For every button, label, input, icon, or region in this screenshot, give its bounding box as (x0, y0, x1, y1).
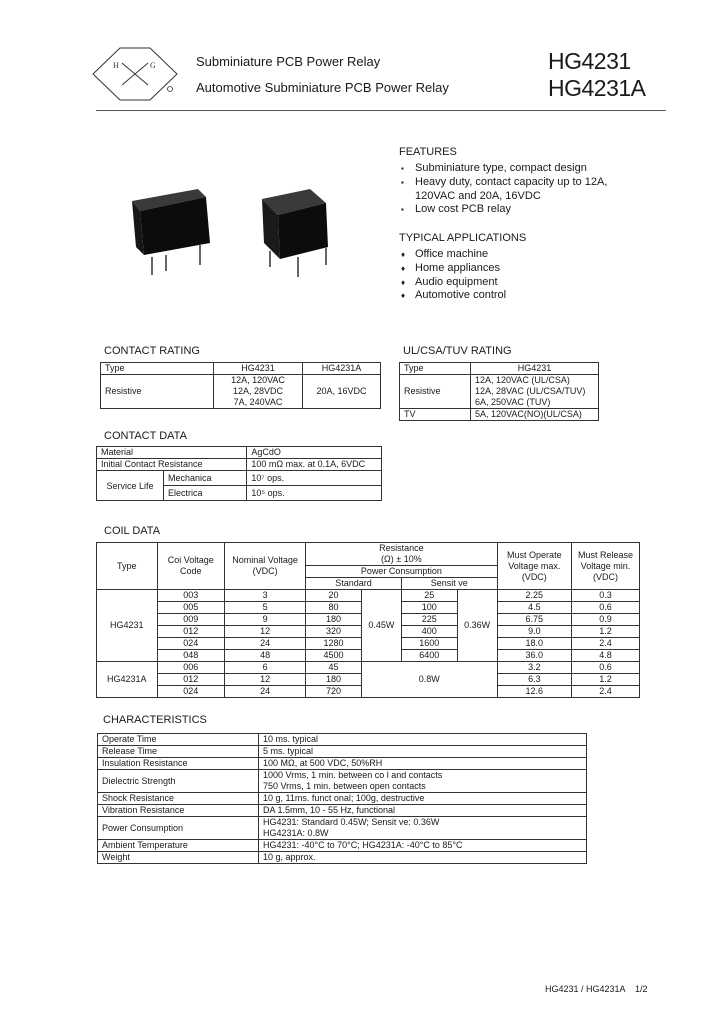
list-item: ♦ Audio equipment (399, 276, 609, 290)
table-cell: 6.75 (497, 614, 571, 626)
table-cell: 100 MΩ, at 500 VDC, 50%RH (259, 758, 587, 770)
table-cell: Vibration Resistance (98, 805, 259, 817)
table-cell: 4.8 (572, 650, 640, 662)
list-item: ♦ Home appliances (399, 262, 609, 276)
table-cell: 10 ms. typical (259, 734, 587, 746)
header-line: Must Operate (507, 549, 562, 560)
contact-data-heading: CONTACT DATA (104, 430, 187, 442)
table-cell: 0.36W (457, 590, 497, 662)
features-heading: FEATURES (399, 146, 457, 158)
rating-line: 7A, 240VAC (233, 397, 283, 407)
table-row (98, 817, 587, 840)
table-cell: Type (101, 363, 214, 375)
table-cell: 3.2 (497, 662, 571, 674)
table-cell: 2.4 (572, 638, 640, 650)
table-cell: 12 (224, 626, 305, 638)
header-divider (96, 110, 666, 111)
table-cell: 005 (157, 602, 224, 614)
table-cell: 720 (306, 686, 362, 698)
value-line: HG4231A: 0.8W (263, 828, 329, 838)
table-row (98, 852, 587, 864)
table-cell: Material (97, 447, 247, 459)
table-cell: 6 (224, 662, 305, 674)
table-cell: 006 (157, 662, 224, 674)
table-cell: 100 mΩ max. at 0.1A, 6VDC (247, 459, 382, 471)
table-cell: 36.0 (497, 650, 571, 662)
table-cell: 048 (157, 650, 224, 662)
table-cell: DA 1.5mm, 10 - 55 Hz, functional (259, 805, 587, 817)
applications-heading: TYPICAL APPLICATIONS (399, 232, 527, 244)
ul-rating-table (399, 362, 599, 421)
table-cell: Insulation Resistance (98, 758, 259, 770)
list-item: ♦ Automotive control (399, 289, 609, 303)
table-cell: 0.8W (361, 662, 497, 698)
table-row (98, 758, 587, 770)
table-cell: HG4231A (303, 363, 381, 375)
model-number-1: HG4231 (548, 48, 631, 74)
table-cell: 20 (306, 590, 362, 602)
table-cell: HG4231 (471, 363, 599, 375)
table-cell: 25 (401, 590, 457, 602)
table-cell: 5A, 120VAC(NO)(UL/CSA) (471, 409, 599, 421)
table-cell: Release Time (98, 746, 259, 758)
table-cell: 2.4 (572, 686, 640, 698)
table-row (400, 363, 599, 375)
list-item: ▪ Low cost PCB relay (399, 203, 609, 217)
table-cell: TV (400, 409, 471, 421)
page-footer: HG4231 / HG4231A 1/2 (545, 984, 648, 994)
table-cell: 80 (306, 602, 362, 614)
table-cell: 10 g, 11ms. funct onal; 100g, destructive (259, 793, 587, 805)
table-cell (259, 770, 587, 793)
table-cell (259, 817, 587, 840)
relay-product-photo (130, 185, 345, 285)
table-cell: Ambient Temperature (98, 840, 259, 852)
table-cell: 10 g, approx. (259, 852, 587, 864)
header-line: Coi Voltage (167, 555, 214, 565)
table-cell: Standard (306, 578, 402, 590)
table-cell: Service Life (97, 471, 164, 501)
coil-data-table (96, 542, 640, 698)
logo-letter-h: H (113, 61, 119, 70)
table-cell: Resistive (400, 375, 471, 409)
table-cell: 009 (157, 614, 224, 626)
table-row (97, 543, 640, 566)
table-row (98, 793, 587, 805)
product-subtitle-2: Automotive Subminiature PCB Power Relay (196, 80, 449, 95)
contact-rating-table (100, 362, 381, 409)
characteristics-heading: CHARACTERISTICS (103, 714, 207, 726)
list-item: ▪ Heavy duty, contact capacity up to 12A, 120VAC and 20A, 16VDC (399, 176, 609, 204)
table-cell: 0.3 (572, 590, 640, 602)
header-line: Must Release (578, 549, 634, 560)
table-cell: Type (400, 363, 471, 375)
value-line: 1000 Vrms, 1 min. between co l and contacts (263, 770, 443, 780)
table-row (98, 770, 587, 793)
table-cell: 0.45W (361, 590, 401, 662)
table-cell: 10⁷ ops. (247, 471, 382, 486)
table-cell: 1.2 (572, 626, 640, 638)
table-cell: 9.0 (497, 626, 571, 638)
table-cell: Initial Contact Resistance (97, 459, 247, 471)
contact-data-table (96, 446, 382, 501)
list-item: ♦ Office machine (399, 248, 609, 262)
table-cell: AgCdO (247, 447, 382, 459)
table-cell: 24 (224, 638, 305, 650)
table-cell: Type (97, 543, 158, 590)
rating-line: 6A, 250VAC (TUV) (475, 397, 551, 407)
features-list (399, 162, 609, 217)
header-line: (Ω) ± 10% (381, 554, 422, 564)
value-line: HG4231: Standard 0.45W; Sensit ve: 0.36W (263, 817, 440, 827)
table-cell: HG4231 (214, 363, 303, 375)
table-cell: Weight (98, 852, 259, 864)
table-cell: 48 (224, 650, 305, 662)
table-cell: 024 (157, 686, 224, 698)
table-cell: Electrica (164, 486, 247, 501)
table-cell: Shock Resistance (98, 793, 259, 805)
coil-data-heading: COIL DATA (104, 525, 161, 537)
header-line: Voltage min. (580, 560, 631, 571)
table-cell: 180 (306, 614, 362, 626)
table-cell: 20A, 16VDC (303, 375, 381, 409)
rating-line: 12A, 120VAC (UL/CSA) (475, 375, 570, 385)
contact-rating-heading: CONTACT RATING (104, 345, 200, 357)
table-cell: 2.25 (497, 590, 571, 602)
header-line: (VDC) (593, 571, 619, 582)
applications-list (399, 248, 609, 303)
header-line: Voltage max. (508, 560, 561, 571)
table-row (97, 471, 382, 486)
table-row (97, 447, 382, 459)
header-line: Resistance (379, 543, 424, 553)
table-cell: 6.3 (497, 674, 571, 686)
table-cell: 012 (157, 674, 224, 686)
table-row (97, 459, 382, 471)
table-cell: 9 (224, 614, 305, 626)
table-row (97, 590, 640, 602)
table-cell: Resistive (101, 375, 214, 409)
table-cell: Dielectric Strength (98, 770, 259, 793)
model-number-2: HG4231A (548, 75, 646, 101)
header-line: Code (180, 566, 202, 576)
ul-rating-heading: UL/CSA/TUV RATING (403, 345, 512, 357)
list-item: ▪ Subminiature type, compact design (399, 162, 609, 176)
table-row (98, 746, 587, 758)
table-cell: 18.0 (497, 638, 571, 650)
header-line: Nominal Voltage (232, 555, 298, 565)
table-cell: 4.5 (497, 602, 571, 614)
table-cell: Power Consumption (306, 566, 497, 578)
table-cell: 0.6 (572, 662, 640, 674)
table-cell: 4500 (306, 650, 362, 662)
table-cell (471, 375, 599, 409)
table-row (101, 363, 381, 375)
product-subtitle-1: Subminiature PCB Power Relay (196, 54, 381, 69)
table-cell: Mechanica (164, 471, 247, 486)
table-row (98, 805, 587, 817)
table-cell: HG4231A (97, 662, 158, 698)
table-cell: 5 ms. typical (259, 746, 587, 758)
table-row (400, 409, 599, 421)
table-cell (306, 543, 497, 566)
value-line: 750 Vrms, 1 min. between open contacts (263, 781, 426, 791)
table-cell: 3 (224, 590, 305, 602)
table-cell: 180 (306, 674, 362, 686)
table-cell: 12.6 (497, 686, 571, 698)
table-cell: 012 (157, 626, 224, 638)
table-row (98, 840, 587, 852)
table-cell: HG4231: -40°C to 70°C; HG4231A: -40°C to 85°C (259, 840, 587, 852)
table-cell: 1600 (401, 638, 457, 650)
table-cell: 6400 (401, 650, 457, 662)
header-line: (VDC) (252, 566, 278, 576)
characteristics-table (97, 733, 587, 864)
table-cell: 10⁵ ops. (247, 486, 382, 501)
table-cell: 225 (401, 614, 457, 626)
company-logo (90, 46, 180, 102)
rating-line: 12A, 120VAC (231, 375, 285, 385)
table-cell: Power Consumption (98, 817, 259, 840)
table-cell: 0.9 (572, 614, 640, 626)
table-row (101, 375, 381, 409)
table-cell: 003 (157, 590, 224, 602)
table-cell: 45 (306, 662, 362, 674)
table-cell: Operate Time (98, 734, 259, 746)
table-cell (214, 375, 303, 409)
table-cell: 100 (401, 602, 457, 614)
logo-letter-g: G (150, 61, 156, 70)
table-cell (572, 543, 640, 590)
table-cell: Sensit ve (401, 578, 497, 590)
table-cell (157, 543, 224, 590)
table-cell: 320 (306, 626, 362, 638)
rating-line: 12A, 28VDC (232, 386, 284, 396)
header-line: (VDC) (521, 571, 547, 582)
table-row (400, 375, 599, 409)
table-cell: 5 (224, 602, 305, 614)
table-cell: 12 (224, 674, 305, 686)
table-cell: 24 (224, 686, 305, 698)
table-cell (224, 543, 305, 590)
table-cell: 400 (401, 626, 457, 638)
table-cell: 1280 (306, 638, 362, 650)
table-cell: 1.2 (572, 674, 640, 686)
table-cell: 0.6 (572, 602, 640, 614)
table-cell: 024 (157, 638, 224, 650)
table-row (98, 734, 587, 746)
rating-line: 12A, 28VAC (UL/CSA/TUV) (475, 386, 586, 396)
table-row (97, 662, 640, 674)
table-cell (497, 543, 571, 590)
table-cell: HG4231 (97, 590, 158, 662)
